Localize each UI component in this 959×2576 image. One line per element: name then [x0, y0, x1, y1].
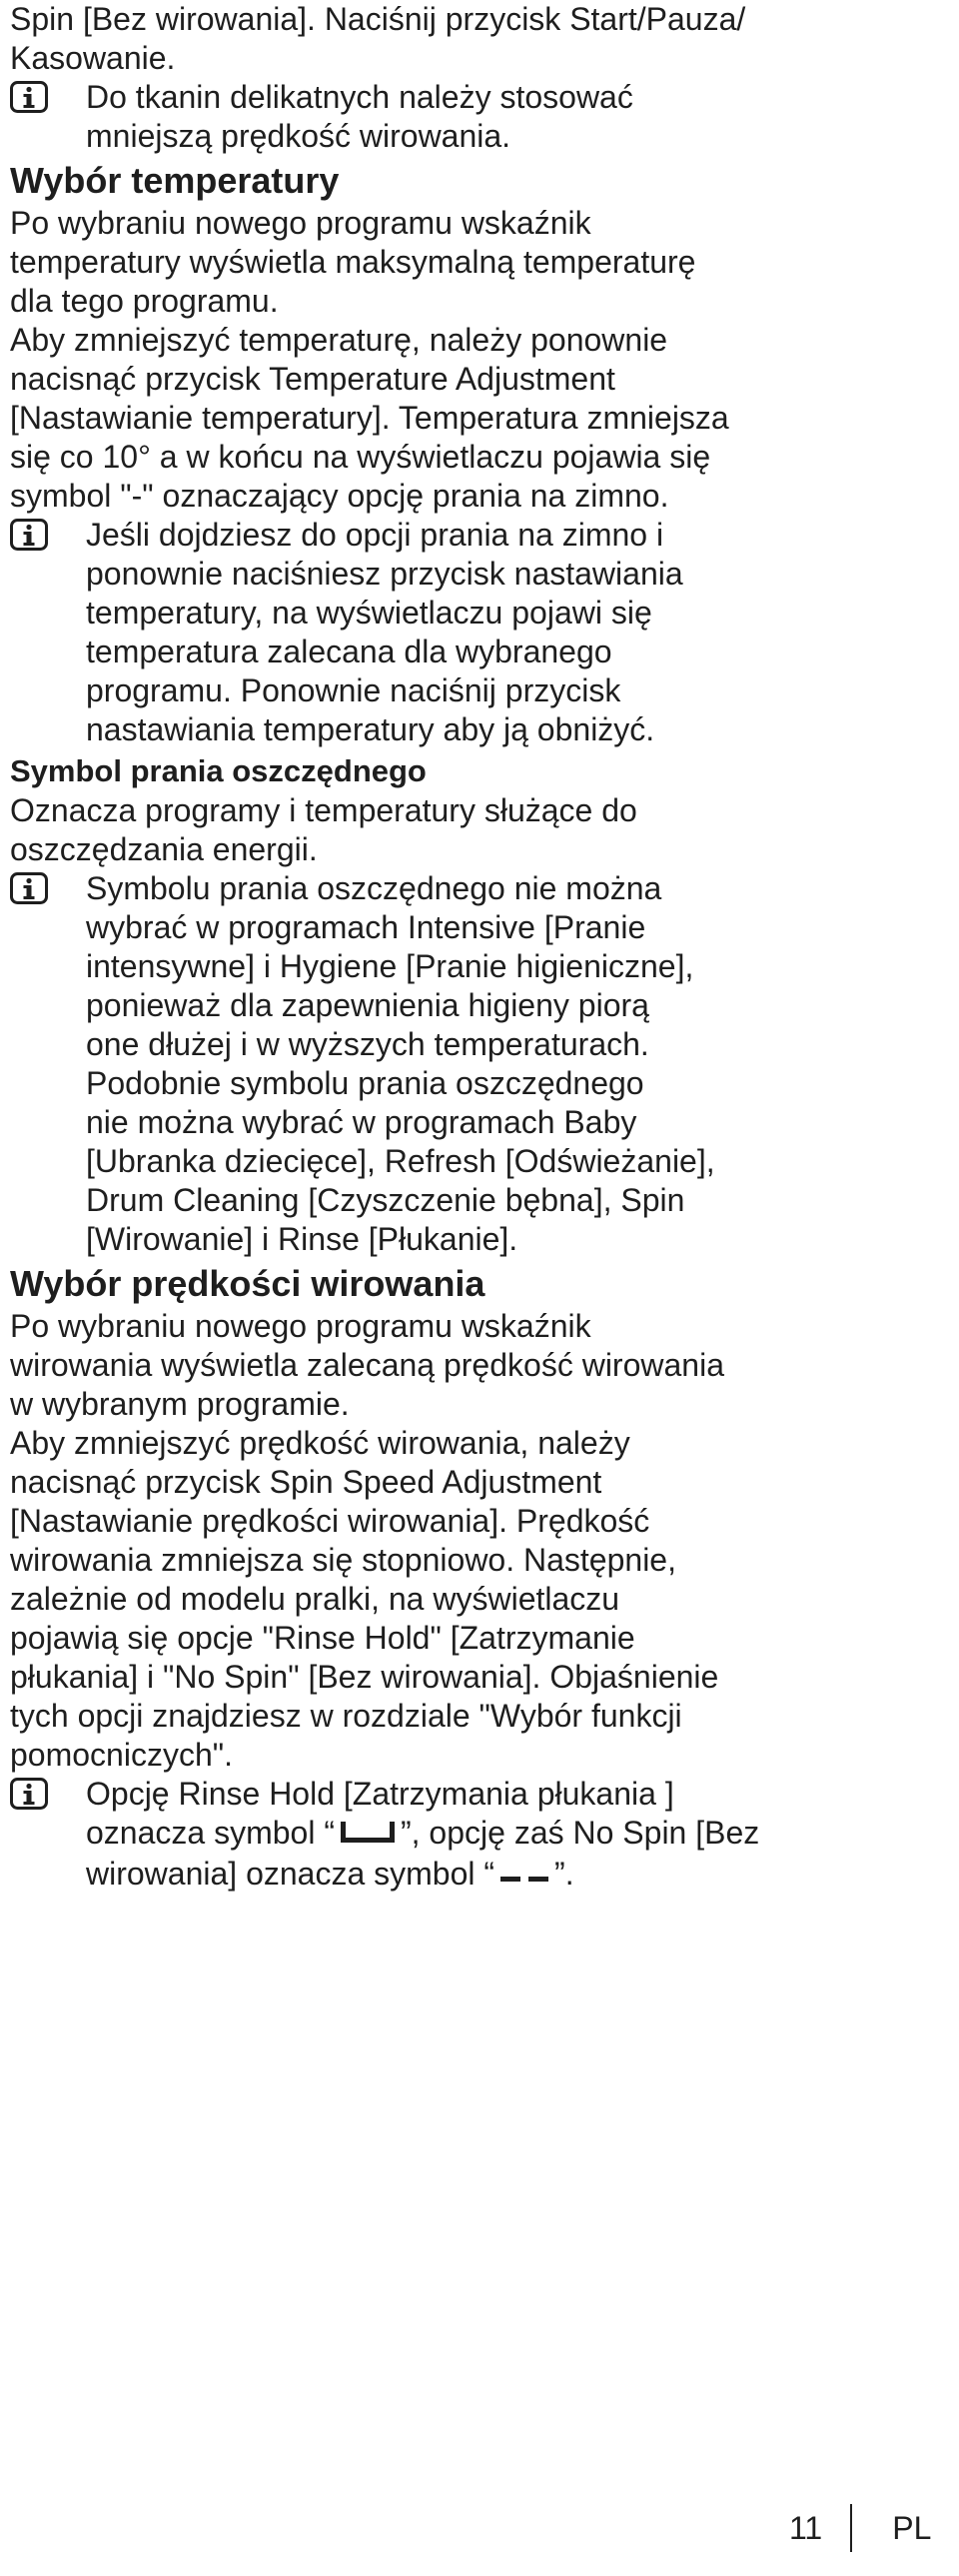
paragraph-line: symbol "-" oznaczający opcję prania na zimno. — [10, 478, 669, 514]
section-heading-spin: Wybór prędkości wirowania — [10, 1263, 485, 1304]
note-line: ponownie naciśniesz przycisk nastawiania — [86, 556, 683, 592]
paragraph-line: płukania] i "No Spin" [Bez wirowania]. Objaśnienie — [10, 1659, 719, 1695]
info-note — [10, 78, 949, 156]
paragraph-line: Aby zmniejszyć temperaturę, należy ponownie — [10, 322, 668, 358]
note-line: wybrać w programach Intensive [Pranie — [86, 909, 646, 945]
paragraph-line: wirowania wyświetla zalecaną prędkość wirowania — [10, 1347, 724, 1383]
paragraph-line: dla tego programu. — [10, 283, 279, 319]
note-line: Podobnie symbolu prania oszczędnego — [86, 1065, 644, 1101]
note-line: one dłużej i w wyższych temperaturach. — [86, 1026, 649, 1062]
language-code: PL — [892, 2509, 932, 2546]
paragraph-line: oszczędzania energii. — [10, 831, 318, 867]
section-heading-eco: Symbol prania oszczędnego — [10, 753, 427, 788]
paragraph-line: Aby zmniejszyć prędkość wirowania, należy — [10, 1425, 630, 1461]
paragraph-line: w wybranym programie. — [10, 1386, 350, 1422]
intro-line: Spin [Bez wirowania]. Naciśnij przycisk Start/Pauza/ — [10, 1, 746, 37]
info-icon — [10, 519, 48, 551]
note-line: nie można wybrać w programach Baby — [86, 1104, 637, 1140]
paragraph-line: Oznacza programy i temperatury służące do — [10, 792, 637, 828]
rinse-hold-symbol — [339, 1816, 397, 1855]
info-icon — [10, 81, 48, 113]
note-line: temperatury, na wyświetlaczu pojawi się — [86, 595, 652, 631]
info-icon — [10, 872, 48, 904]
section-heading-temperature: Wybór temperatury — [10, 160, 340, 201]
info-note — [10, 1775, 949, 1896]
info-note — [10, 869, 949, 1259]
note-line: programu. Ponownie naciśnij przycisk — [86, 672, 621, 708]
paragraph-line: pomocniczych". — [10, 1737, 233, 1773]
note-line: Opcję Rinse Hold [Zatrzymania płukania ] — [86, 1776, 674, 1812]
note-line: intensywne] i Hygiene [Pranie higieniczne], — [86, 948, 694, 984]
paragraph-line: [Nastawianie temperatury]. Temperatura zmniejsza — [10, 400, 729, 436]
paragraph-line: temperatury wyświetla maksymalną temperaturę — [10, 244, 696, 280]
note-line: mniejszą prędkość wirowania. — [86, 118, 511, 154]
note-line: [Wirowanie] i Rinse [Płukanie]. — [86, 1221, 518, 1257]
note-line: Drum Cleaning [Czyszczenie bębna], Spin — [86, 1182, 685, 1218]
note-text: ”, opcję zaś No Spin [Bez — [400, 1815, 760, 1851]
note-line — [86, 1814, 949, 1855]
note-line: Jeśli dojdziesz do opcji prania na zimno i — [86, 517, 664, 553]
page-number: 11 — [789, 2509, 823, 2546]
page-footer — [789, 2504, 931, 2552]
paragraph-line: Po wybraniu nowego programu wskaźnik — [10, 205, 591, 241]
paragraph-line: [Nastawianie prędkości wirowania]. Prędkość — [10, 1503, 650, 1539]
paragraph-line: wirowania zmniejsza się stopniowo. Następnie, — [10, 1542, 676, 1578]
paragraph-line: tych opcji znajdziesz w rozdziale "Wybór funkcji — [10, 1698, 682, 1734]
paragraph-line: pojawią się opcje "Rinse Hold" [Zatrzymanie — [10, 1620, 635, 1656]
paragraph-line: zależnie od modelu pralki, na wyświetlaczu — [10, 1581, 620, 1617]
note-line: Do tkanin delikatnych należy stosować — [86, 79, 633, 115]
paragraph-line: się co 10° a w końcu na wyświetlaczu pojawia się — [10, 439, 711, 475]
paragraph-line: nacisnąć przycisk Spin Speed Adjustment — [10, 1464, 602, 1500]
note-line: [Ubranka dziecięce], Refresh [Odświeżanie], — [86, 1143, 715, 1179]
note-line: Symbolu prania oszczędnego nie można — [86, 870, 662, 906]
document-page — [10, 0, 949, 1896]
footer-divider — [850, 2504, 852, 2552]
note-text: wirowania] oznacza symbol “ — [86, 1856, 495, 1893]
info-note — [10, 516, 949, 749]
note-line: ponieważ dla zapewnienia higieny piorą — [86, 987, 649, 1023]
intro-line: Kasowanie. — [10, 40, 176, 76]
info-icon — [10, 1778, 48, 1810]
note-line: nastawiania temperatury aby ją obniżyć. — [86, 711, 655, 747]
note-text: ”. — [554, 1856, 574, 1893]
paragraph-line: nacisnąć przycisk Temperature Adjustment — [10, 361, 615, 397]
note-line: temperatura zalecana dla wybranego — [86, 634, 612, 669]
no-spin-symbol — [498, 1857, 550, 1896]
paragraph-line: Po wybraniu nowego programu wskaźnik — [10, 1308, 591, 1344]
note-line — [86, 1855, 949, 1896]
note-text: oznacza symbol “ — [86, 1815, 335, 1851]
